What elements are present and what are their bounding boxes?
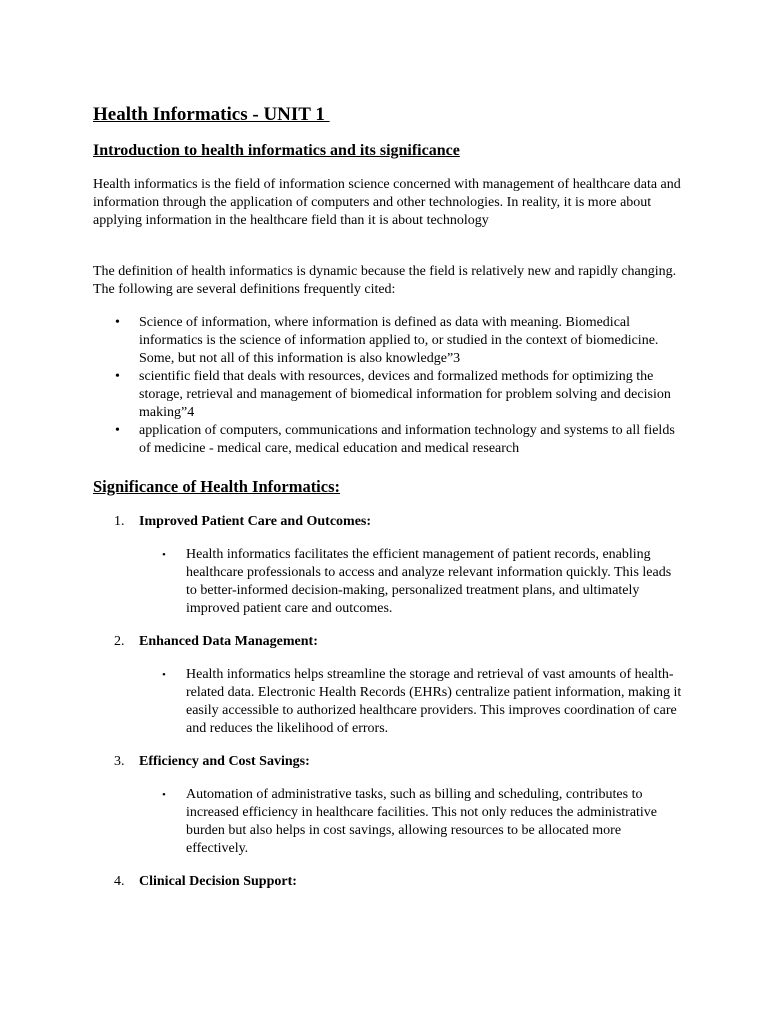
item-number: 3. xyxy=(114,754,125,769)
bullet-icon: • xyxy=(162,549,166,561)
item-heading-text: Efficiency and Cost Savings: xyxy=(139,754,310,769)
list-item xyxy=(93,546,683,618)
item-heading-text: Clinical Decision Support: xyxy=(139,874,297,889)
list-item xyxy=(93,314,683,368)
intro-heading: Introduction to health informatics and its significance xyxy=(93,142,460,159)
item-number: 2. xyxy=(114,634,125,649)
significance-item-heading xyxy=(93,753,683,771)
definition-text: scientific field that deals with resources, devices and formalized methods for optimizing the storage, retrieval and management of biomedical information for problem solving and decision making”4 xyxy=(139,369,671,420)
document-title: Health Informatics - UNIT 1 xyxy=(93,104,330,125)
significance-item-heading xyxy=(93,873,683,891)
list-item xyxy=(93,786,683,858)
item-detail-text: Health informatics facilitates the efficient management of patient records, enabling healthcare professionals to access and analyze relevant information quickly. This leads to better-informed decision-making, personalized treatment plans, and ultimately improved patient care and outcomes. xyxy=(186,547,672,616)
significance-heading: Significance of Health Informatics: xyxy=(93,477,341,496)
significance-item xyxy=(93,633,683,738)
definition-text: application of computers, communications and information technology and systems to all fields of medicine - medical care, medical education and medical research xyxy=(139,423,675,456)
significance-item-heading xyxy=(93,513,683,531)
list-item xyxy=(93,422,683,458)
item-detail-text: Automation of administrative tasks, such as billing and scheduling, contributes to increased efficiency in healthcare facilities. This not only reduces the administrative burden but also helps in cost savings, allowing resources to be allocated more effectively. xyxy=(186,787,658,856)
list-item xyxy=(93,368,683,422)
definitions-intro-paragraph: The definition of health informatics is dynamic because the field is relatively new and rapidly changing. The following are several definitions frequently cited: xyxy=(93,264,677,297)
intro-paragraph: Health informatics is the field of information science concerned with management of healthcare data and information through the application of computers and other technologies. In reality, it is more about applying information in the healthcare field than it is about technology xyxy=(93,177,681,228)
significance-item xyxy=(93,753,683,858)
bullet-icon: • xyxy=(115,315,120,330)
definition-text: Science of information, where information is defined as data with meaning. Biomedical informatics is the science of information applied to, or studied in the context of biomedicine. Some, but not all of this information is also knowledge”3 xyxy=(139,315,659,366)
bullet-icon: • xyxy=(162,789,166,801)
significance-item xyxy=(93,513,683,618)
list-item xyxy=(93,666,683,738)
bullet-icon: • xyxy=(162,669,166,681)
bullet-icon: • xyxy=(115,423,120,438)
item-number: 1. xyxy=(114,514,125,529)
item-heading-text: Enhanced Data Management: xyxy=(139,634,318,649)
item-detail-text: Health informatics helps streamline the storage and retrieval of vast amounts of health-related data. Electronic Health Records (EHRs) centralize patient information, making it easily accessible to authorized healthcare providers. This improves coordination of care and reduces the likelihood of errors. xyxy=(186,667,682,736)
significance-item xyxy=(93,873,683,891)
item-number: 4. xyxy=(114,874,125,889)
bullet-icon: • xyxy=(115,369,120,384)
item-heading-text: Improved Patient Care and Outcomes: xyxy=(139,514,372,529)
definitions-list xyxy=(93,314,683,458)
significance-item-heading xyxy=(93,633,683,651)
